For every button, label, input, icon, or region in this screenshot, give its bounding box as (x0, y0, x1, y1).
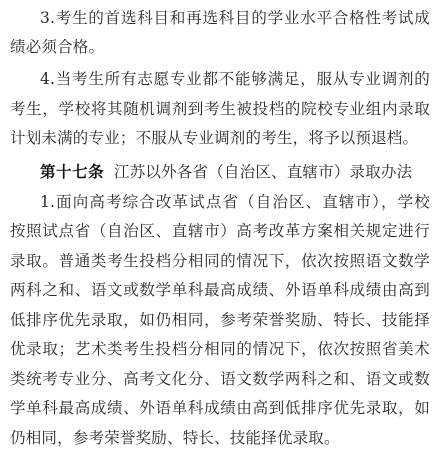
paragraph-4-line-1: 4.当考生所有志愿专业都不能够满足，服从专业调剂的 (40, 70, 430, 88)
article-17-line-8: 学单科最高成绩、外语单科成绩由高到低排序优先录取，如 (10, 399, 430, 417)
article-17-line-2: 按照试点省（自治区、直辖市）高考改革方案相关规定进行 (10, 222, 430, 240)
article-heading (10, 158, 430, 186)
paragraph-3-line-1: 3.考生的首选科目和再选科目的学业水平合格性考试成 (40, 9, 430, 27)
article-title: 江苏以外各省（自治区、直辖市）录取办法 (114, 163, 413, 181)
paragraph-4-line-2: 考生，学校将其随机调剂到考生被投档的院校专业组内录取 (10, 100, 430, 118)
article-number: 第十七条 (40, 163, 105, 181)
article-17-line-1: 1.面向高考综合改革试点省（自治区、直辖市），学校 (40, 193, 430, 211)
paragraph-4-line-3: 计划未满的专业；不服从专业调剂的考生，将予以预退档。 (10, 129, 419, 147)
article-17-line-9: 仍相同，参考荣誉奖励、特长、技能择优录取。 (10, 429, 340, 447)
article-17-line-6: 优录取；艺术类考生投档分相同的情况下，依次按照省美术 (10, 340, 430, 358)
article-17-line-7: 类统考专业分、高考文化分、语文数学两科之和、语文或数 (10, 370, 430, 388)
article-17-line-5: 低排序优先录取，如仍相同，参考荣誉奖励、特长、技能择 (10, 311, 430, 329)
article-17-line-4: 两科之和、语文或数学单科最高成绩、外语单科成绩由高到 (10, 281, 430, 299)
article-17-line-3: 录取。普通类考生投档分相同的情况下，依次按照语文数学 (10, 252, 430, 270)
paragraph-3-line-2: 绩必须合格。 (10, 38, 105, 56)
